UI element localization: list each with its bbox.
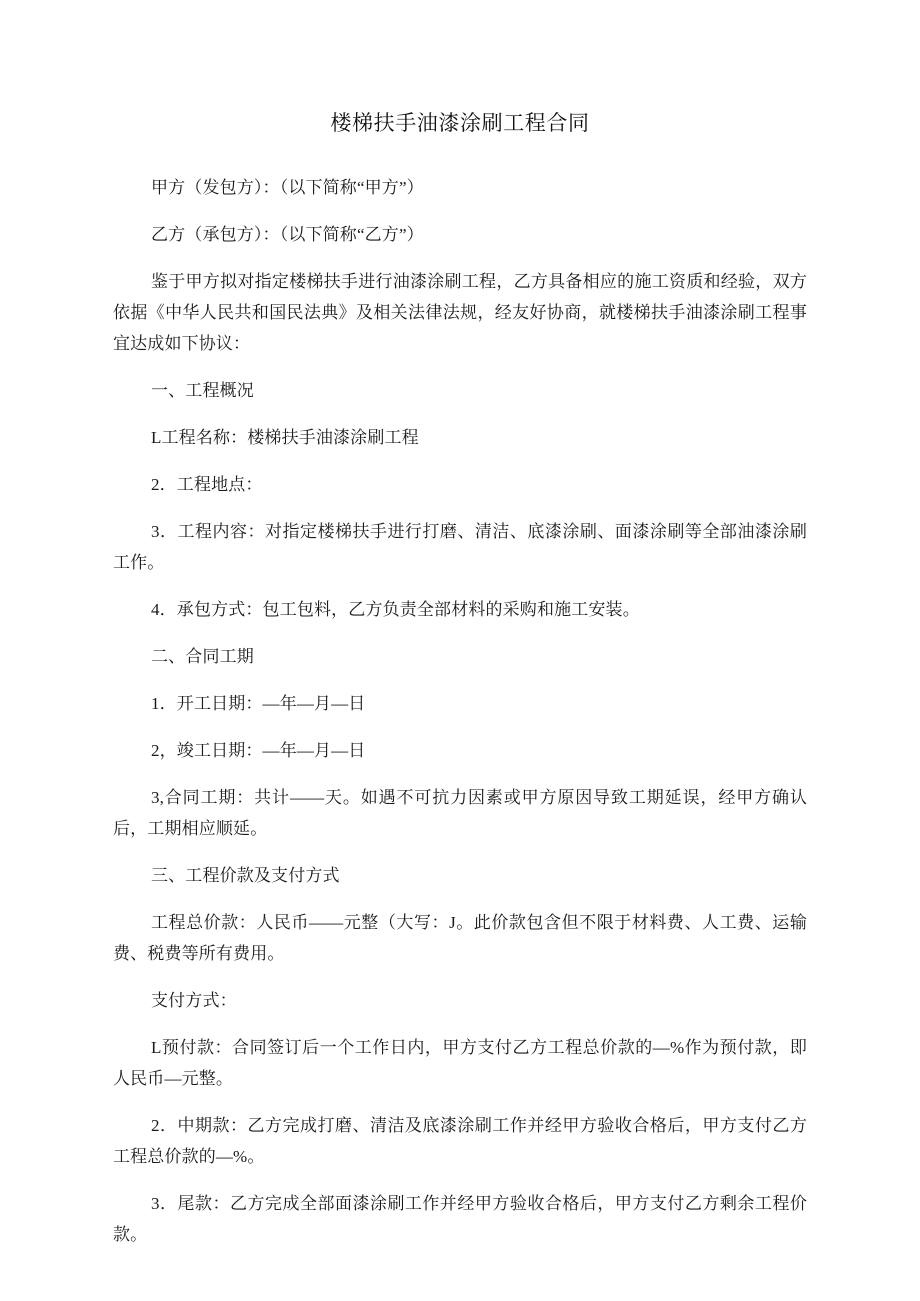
section-2-item-1: 1．开工日期：—年—月—日: [151, 694, 366, 713]
party-a-line: 甲方（发包方）：（以下简称“甲方”）: [151, 178, 424, 197]
section-3-item-interim-payment: 2．中期款：乙方完成打磨、清洁及底漆涂刷工作并经甲方验收合格后，甲方支付乙方工程总价款的—%。: [113, 1116, 807, 1166]
document-title: 楼梯扶手油漆涂刷工程合同: [330, 111, 590, 135]
section-1-item-1: L工程名称：楼梯扶手油漆涂刷工程: [151, 428, 419, 447]
party-b-line: 乙方（承包方）：（以下简称“乙方”）: [151, 225, 424, 244]
section-heading-3: 三、工程价款及支付方式: [151, 866, 340, 885]
section-3-total-price: 工程总价款：人民币——元整（大写：J。此价款包含但不限于材料费、人工费、运输费、税费等所有费用。: [113, 913, 807, 963]
section-1-item-3: 3．工程内容：对指定楼梯扶手进行打磨、清洁、底漆涂刷、面漆涂刷等全部油漆涂刷工作。: [113, 522, 807, 572]
section-3-payment-method-label: 支付方式：: [151, 991, 237, 1010]
section-heading-1: 一、工程概况: [151, 381, 254, 400]
section-heading-2: 二、合同工期: [151, 647, 254, 666]
section-2-item-2: 2，竣工日期：—年—月—日: [151, 741, 366, 760]
section-3-item-advance-payment: L预付款：合同签订后一个工作日内，甲方支付乙方工程总价款的—%作为预付款，即人民币—元整。: [113, 1038, 807, 1088]
section-1-item-4: 4．承包方式：包工包料，乙方负责全部材料的采购和施工安装。: [151, 600, 640, 619]
section-1-item-2: 2．工程地点：: [151, 475, 263, 494]
section-3-item-final-payment: 3．尾款：乙方完成全部面漆涂刷工作并经甲方验收合格后，甲方支付乙方剩余工程价款。: [113, 1194, 807, 1244]
preamble-paragraph: 鉴于甲方拟对指定楼梯扶手进行油漆涂刷工程，乙方具备相应的施工资质和经验，双方依据《中华人民共和国民法典》及相关法律法规，经友好协商，就楼梯扶手油漆涂刷工程事宜达成如下协议：: [113, 272, 807, 353]
section-2-item-3: 3,合同工期：共计——天。如遇不可抗力因素或甲方原因导致工期延误，经甲方确认后，工期相应顺延。: [113, 788, 807, 838]
document-body: [113, 108, 807, 1266]
